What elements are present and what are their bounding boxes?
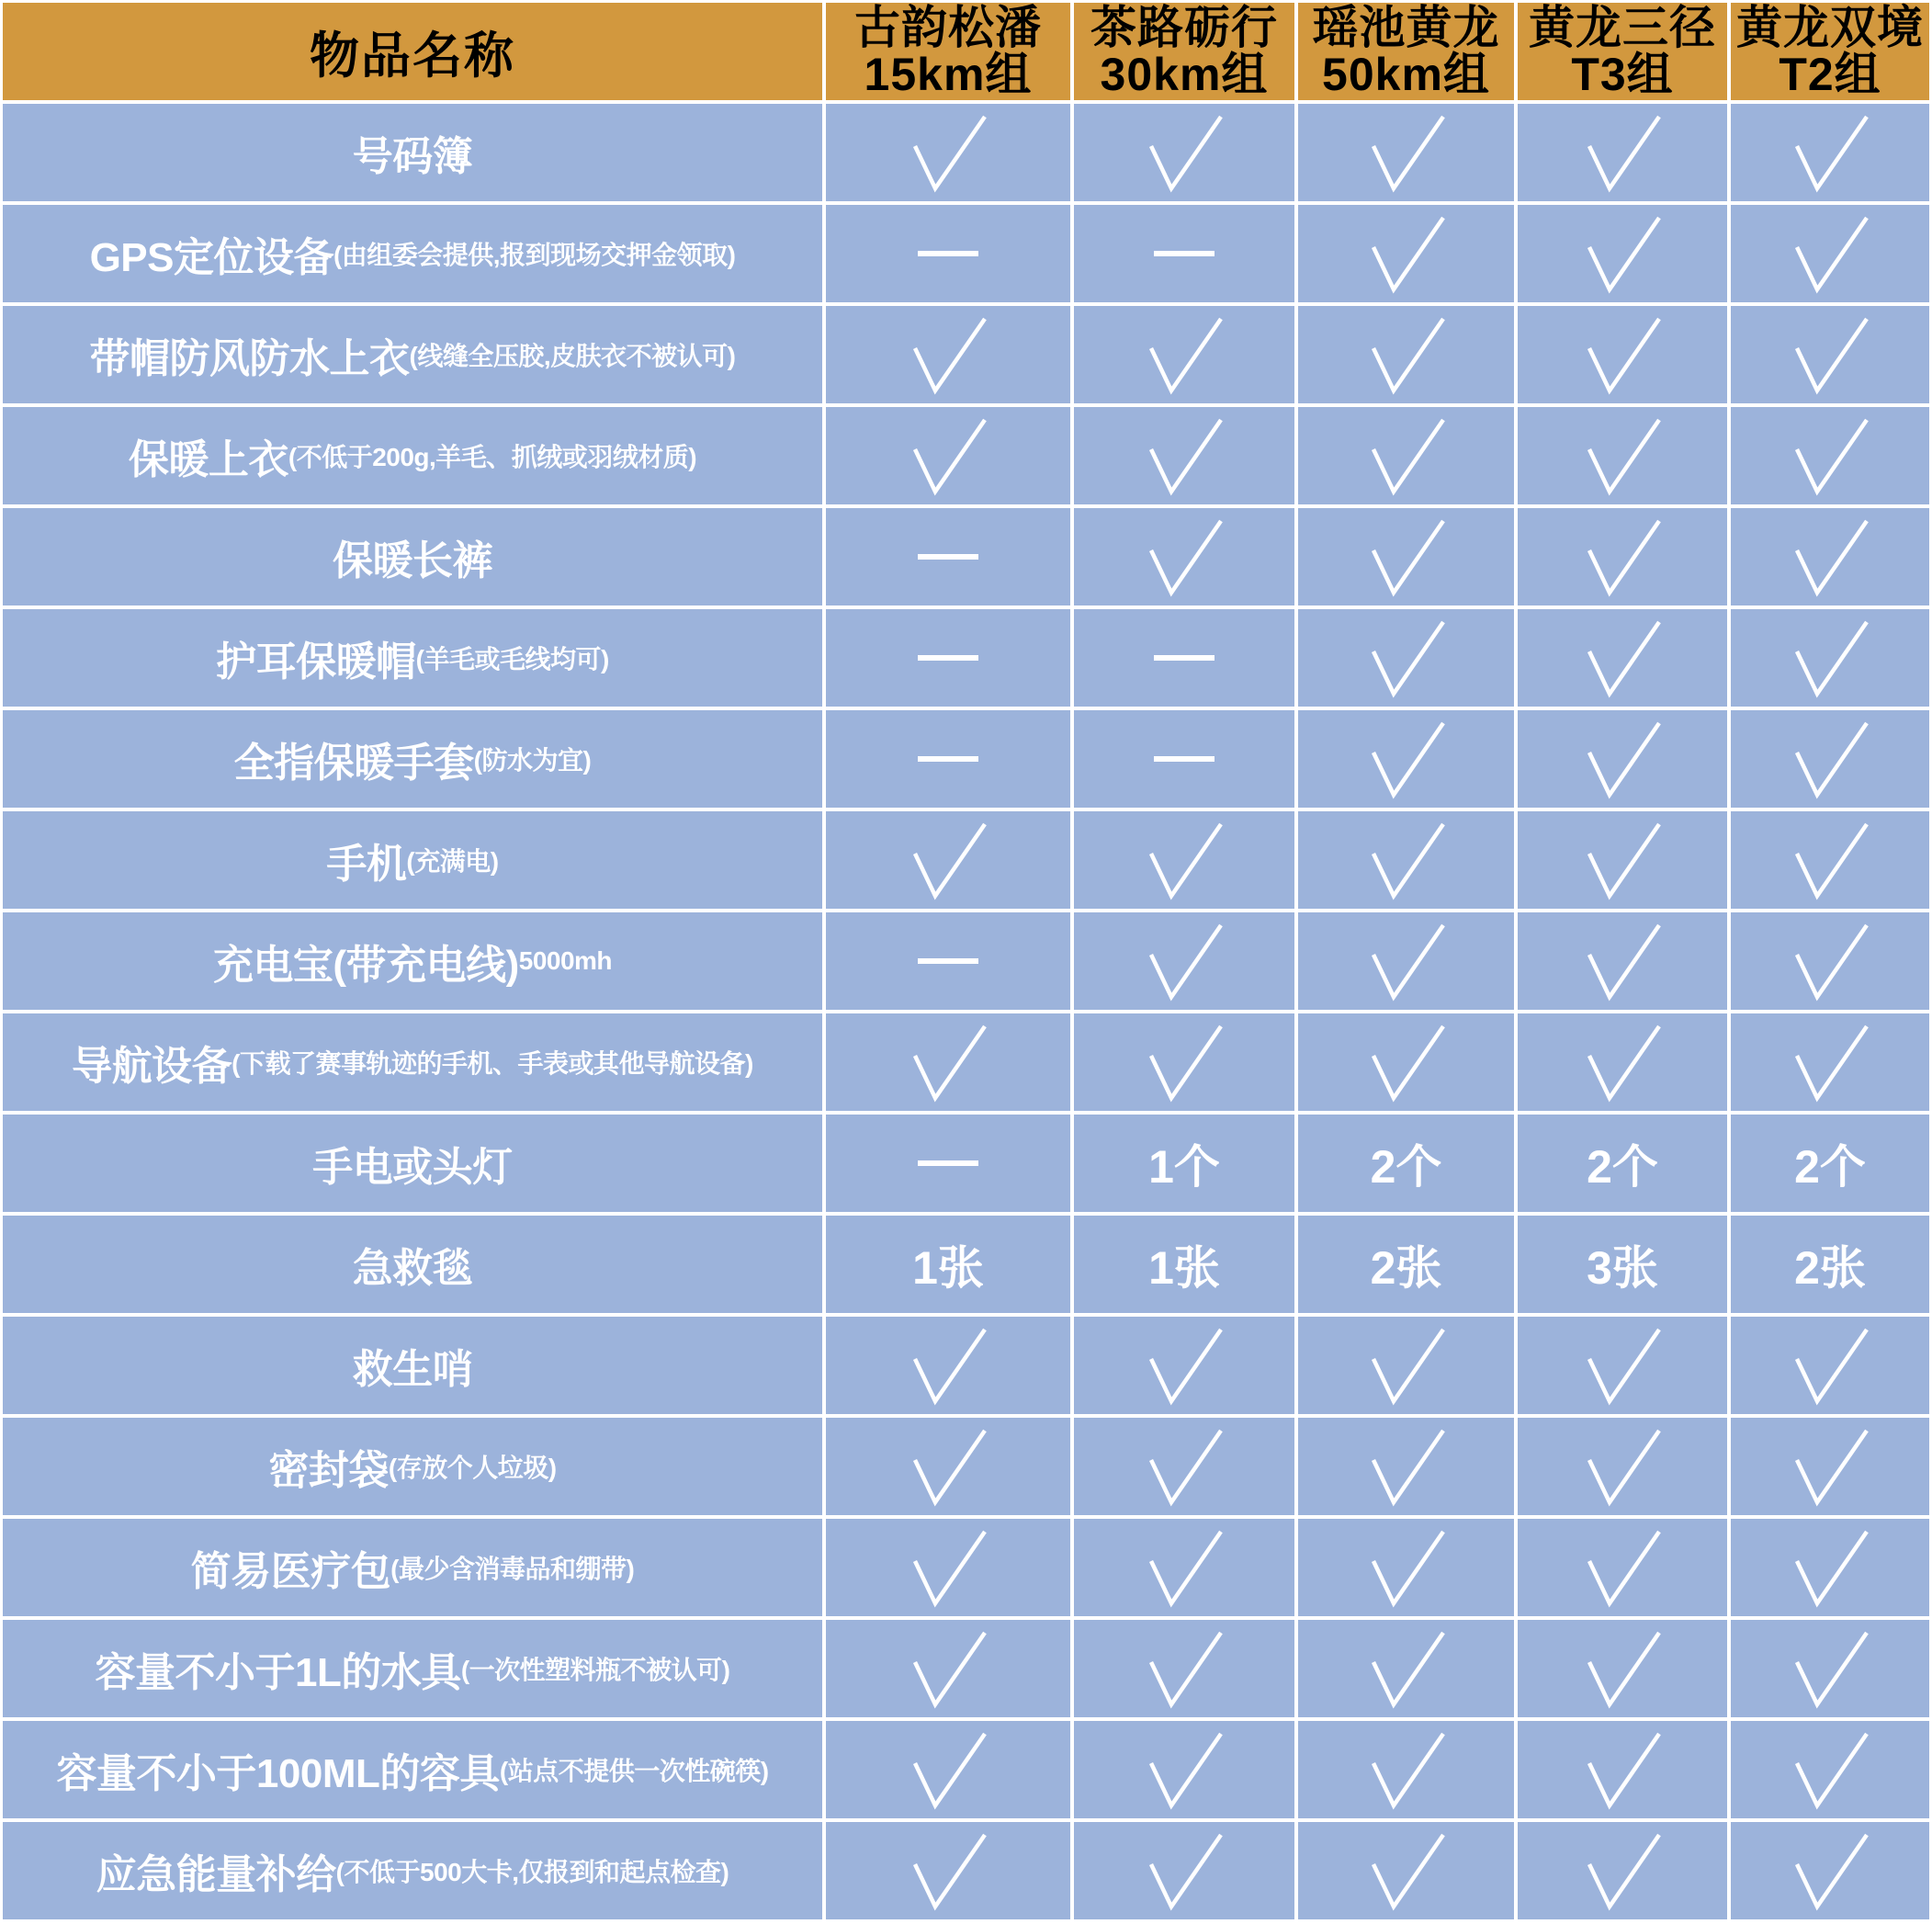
requirement-cell bbox=[826, 407, 1070, 504]
dash-icon bbox=[918, 655, 978, 661]
requirement-cell bbox=[826, 1013, 1070, 1111]
requirement-cell bbox=[1518, 306, 1727, 403]
requirement-cell bbox=[1298, 1216, 1514, 1313]
requirement-cell bbox=[1074, 1013, 1294, 1111]
item-name-cell bbox=[3, 306, 822, 403]
check-icon bbox=[1576, 1828, 1668, 1914]
check-icon bbox=[1576, 514, 1668, 600]
item-name-cell bbox=[3, 811, 822, 909]
item-name-cell bbox=[3, 1822, 822, 1919]
quantity-value: 2个 bbox=[1370, 1141, 1442, 1193]
requirement-cell bbox=[826, 205, 1070, 302]
item-name: GPS定位设备 bbox=[89, 235, 333, 280]
requirement-cell bbox=[1518, 609, 1727, 707]
requirement-cell bbox=[1731, 205, 1929, 302]
check-icon bbox=[1361, 1726, 1452, 1813]
check-icon bbox=[1784, 1726, 1876, 1813]
item-note: (线缝全压胶,皮肤衣不被认可) bbox=[409, 342, 736, 370]
check-icon bbox=[1361, 615, 1452, 701]
check-icon bbox=[1138, 514, 1230, 600]
requirement-cell bbox=[1074, 811, 1294, 909]
check-icon bbox=[902, 1019, 994, 1105]
item-name-cell bbox=[3, 1519, 822, 1616]
requirement-cell bbox=[1298, 609, 1514, 707]
requirement-cell bbox=[826, 1721, 1070, 1818]
header-group-line1: 黄龙双境 bbox=[1736, 3, 1924, 53]
check-icon bbox=[1576, 1625, 1668, 1712]
item-name: 急救毯 bbox=[352, 1246, 473, 1291]
requirement-cell bbox=[1298, 1620, 1514, 1717]
requirement-cell bbox=[1731, 710, 1929, 808]
requirement-cell bbox=[826, 1115, 1070, 1212]
requirement-cell bbox=[1298, 1519, 1514, 1616]
requirement-cell bbox=[1074, 1822, 1294, 1919]
item-name: 保暖长裤 bbox=[333, 538, 492, 583]
check-icon bbox=[1784, 716, 1876, 802]
check-icon bbox=[902, 109, 994, 196]
item-name-cell bbox=[3, 205, 822, 302]
check-icon bbox=[1784, 1322, 1876, 1409]
requirement-cell bbox=[826, 1519, 1070, 1616]
requirement-cell bbox=[1074, 1317, 1294, 1414]
check-icon bbox=[902, 413, 994, 499]
item-note: (不低于200g,羊毛、抓绒或羽绒材质) bbox=[288, 443, 697, 471]
check-icon bbox=[1576, 109, 1668, 196]
requirement-cell bbox=[1518, 1418, 1727, 1515]
check-icon bbox=[1361, 109, 1452, 196]
check-icon bbox=[1361, 817, 1452, 903]
check-icon bbox=[1576, 210, 1668, 297]
item-note: 5000mh bbox=[518, 946, 613, 975]
item-name-cell bbox=[3, 104, 822, 201]
check-icon bbox=[1138, 817, 1230, 903]
check-icon bbox=[902, 1322, 994, 1409]
requirement-cell bbox=[1298, 912, 1514, 1010]
check-icon bbox=[1576, 817, 1668, 903]
requirement-cell bbox=[1074, 1620, 1294, 1717]
quantity-value: 1张 bbox=[912, 1242, 984, 1294]
check-icon bbox=[1784, 1625, 1876, 1712]
requirement-cell bbox=[1298, 1822, 1514, 1919]
check-icon bbox=[902, 1726, 994, 1813]
header-group-t2 bbox=[1731, 3, 1929, 100]
quantity-value: 3张 bbox=[1587, 1242, 1658, 1294]
item-name: 手机 bbox=[326, 842, 407, 887]
check-icon bbox=[1784, 311, 1876, 398]
item-name: 带帽防风防水上衣 bbox=[89, 336, 410, 381]
check-icon bbox=[1361, 918, 1452, 1004]
check-icon bbox=[1138, 1423, 1230, 1510]
item-name-cell bbox=[3, 1013, 822, 1111]
item-name: 救生哨 bbox=[352, 1347, 473, 1392]
check-icon bbox=[1138, 1322, 1230, 1409]
item-name-cell bbox=[3, 407, 822, 504]
requirement-cell bbox=[826, 811, 1070, 909]
item-note: (防水为宜) bbox=[473, 746, 592, 775]
check-icon bbox=[1576, 1726, 1668, 1813]
item-note: (下载了赛事轨迹的手机、手表或其他导航设备) bbox=[232, 1049, 753, 1078]
requirement-cell bbox=[1518, 1721, 1727, 1818]
check-icon bbox=[1361, 1828, 1452, 1914]
check-icon bbox=[1576, 615, 1668, 701]
header-group-line1: 瑶池黄龙 bbox=[1312, 3, 1500, 53]
item-note: (不低于500大卡,仅报到和起点检查) bbox=[335, 1858, 729, 1886]
check-icon bbox=[1576, 918, 1668, 1004]
requirement-cell bbox=[1518, 811, 1727, 909]
requirement-cell bbox=[1298, 1418, 1514, 1515]
check-icon bbox=[1784, 210, 1876, 297]
item-name-cell bbox=[3, 609, 822, 707]
requirement-cell bbox=[1074, 609, 1294, 707]
requirement-cell bbox=[1298, 811, 1514, 909]
requirement-cell bbox=[1518, 1013, 1727, 1111]
check-icon bbox=[1576, 1524, 1668, 1611]
quantity-value: 2张 bbox=[1370, 1242, 1442, 1294]
check-icon bbox=[1576, 1322, 1668, 1409]
item-name: 护耳保暖帽 bbox=[216, 639, 416, 685]
header-group-t3 bbox=[1518, 3, 1727, 100]
header-group-30km bbox=[1074, 3, 1294, 100]
item-name: 容量不小于100ML的容具 bbox=[56, 1751, 500, 1796]
requirement-cell bbox=[1518, 1216, 1727, 1313]
check-icon bbox=[1361, 514, 1452, 600]
requirement-cell bbox=[1074, 912, 1294, 1010]
requirement-cell bbox=[826, 609, 1070, 707]
header-group-50km bbox=[1298, 3, 1514, 100]
requirement-cell bbox=[1298, 306, 1514, 403]
check-icon bbox=[902, 1625, 994, 1712]
quantity-value: 2张 bbox=[1794, 1242, 1866, 1294]
requirement-cell bbox=[1298, 407, 1514, 504]
requirement-cell bbox=[826, 710, 1070, 808]
requirement-cell bbox=[1298, 710, 1514, 808]
dash-icon bbox=[918, 1160, 978, 1166]
requirement-cell bbox=[1731, 1519, 1929, 1616]
item-name-cell bbox=[3, 508, 822, 605]
requirement-cell bbox=[1518, 407, 1727, 504]
item-note: (存放个人垃圾) bbox=[388, 1454, 557, 1482]
requirement-cell bbox=[826, 912, 1070, 1010]
requirement-cell bbox=[1298, 1013, 1514, 1111]
requirement-cell bbox=[1731, 609, 1929, 707]
requirement-cell bbox=[826, 1822, 1070, 1919]
item-name-cell bbox=[3, 1418, 822, 1515]
requirement-cell bbox=[1074, 407, 1294, 504]
check-icon bbox=[1138, 109, 1230, 196]
item-name: 简易医疗包 bbox=[190, 1549, 391, 1594]
dash-icon bbox=[918, 756, 978, 762]
item-name: 充电宝(带充电线) bbox=[212, 943, 519, 988]
check-icon bbox=[1784, 1019, 1876, 1105]
requirement-cell bbox=[1731, 1317, 1929, 1414]
item-note: (站点不提供一次性碗筷) bbox=[499, 1757, 769, 1785]
header-group-line2: 15km组 bbox=[864, 49, 1033, 100]
requirement-cell bbox=[1518, 912, 1727, 1010]
requirement-cell bbox=[1074, 1115, 1294, 1212]
check-icon bbox=[1361, 1019, 1452, 1105]
requirement-cell bbox=[1518, 710, 1727, 808]
check-icon bbox=[1361, 1322, 1452, 1409]
header-group-line2: 50km组 bbox=[1322, 49, 1490, 100]
requirement-cell bbox=[1074, 1519, 1294, 1616]
requirement-cell bbox=[1731, 912, 1929, 1010]
requirement-cell bbox=[1518, 104, 1727, 201]
requirement-cell bbox=[1518, 205, 1727, 302]
quantity-value: 2个 bbox=[1587, 1141, 1658, 1193]
item-note: (羊毛或毛线均可) bbox=[415, 645, 609, 673]
quantity-value: 1个 bbox=[1148, 1141, 1220, 1193]
dash-icon bbox=[1154, 251, 1215, 256]
check-icon bbox=[1576, 413, 1668, 499]
header-group-line1: 黄龙三径 bbox=[1529, 3, 1716, 53]
item-name: 密封袋 bbox=[268, 1448, 389, 1493]
requirement-cell bbox=[826, 104, 1070, 201]
check-icon bbox=[1138, 918, 1230, 1004]
check-icon bbox=[1138, 1625, 1230, 1712]
requirement-cell bbox=[826, 1216, 1070, 1313]
item-name-cell bbox=[3, 912, 822, 1010]
requirement-cell bbox=[826, 1317, 1070, 1414]
check-icon bbox=[902, 1524, 994, 1611]
requirement-cell bbox=[826, 1620, 1070, 1717]
check-icon bbox=[1138, 311, 1230, 398]
check-icon bbox=[1361, 413, 1452, 499]
dash-icon bbox=[1154, 756, 1215, 762]
check-icon bbox=[1784, 918, 1876, 1004]
item-note: (一次性塑料瓶不被认可) bbox=[460, 1656, 730, 1684]
requirement-cell bbox=[1518, 508, 1727, 605]
requirement-cell bbox=[826, 306, 1070, 403]
check-icon bbox=[1361, 210, 1452, 297]
header-group-line2: 30km组 bbox=[1100, 49, 1269, 100]
requirement-cell bbox=[1298, 508, 1514, 605]
check-icon bbox=[1361, 1625, 1452, 1712]
requirement-cell bbox=[1074, 1721, 1294, 1818]
header-group-15km bbox=[826, 3, 1070, 100]
check-icon bbox=[1138, 1828, 1230, 1914]
requirement-cell bbox=[1518, 1317, 1727, 1414]
requirement-cell bbox=[1298, 1115, 1514, 1212]
check-icon bbox=[1784, 1423, 1876, 1510]
quantity-value: 1张 bbox=[1148, 1242, 1220, 1294]
check-icon bbox=[1784, 413, 1876, 499]
check-icon bbox=[1784, 1524, 1876, 1611]
item-name-cell bbox=[3, 1620, 822, 1717]
requirement-cell bbox=[1518, 1620, 1727, 1717]
item-note: (最少含消毒品和绷带) bbox=[390, 1555, 635, 1583]
requirement-cell bbox=[1518, 1822, 1727, 1919]
dash-icon bbox=[918, 958, 978, 964]
check-icon bbox=[1138, 1524, 1230, 1611]
requirement-cell bbox=[1074, 306, 1294, 403]
item-name: 号码簿 bbox=[352, 134, 473, 179]
check-icon bbox=[1784, 1828, 1876, 1914]
requirement-cell bbox=[1731, 104, 1929, 201]
requirement-cell bbox=[1298, 104, 1514, 201]
check-icon bbox=[1784, 615, 1876, 701]
requirement-cell bbox=[1298, 205, 1514, 302]
requirement-cell bbox=[1731, 1115, 1929, 1212]
item-name: 导航设备 bbox=[72, 1044, 232, 1089]
dash-icon bbox=[918, 554, 978, 560]
item-name-cell bbox=[3, 710, 822, 808]
item-name: 全指保暖手套 bbox=[233, 741, 474, 786]
requirement-cell bbox=[1731, 1822, 1929, 1919]
check-icon bbox=[1138, 1726, 1230, 1813]
dash-icon bbox=[1154, 655, 1215, 661]
check-icon bbox=[1576, 1019, 1668, 1105]
check-icon bbox=[1576, 311, 1668, 398]
header-group-line1: 古韵松潘 bbox=[854, 3, 1042, 53]
requirement-cell bbox=[1731, 1013, 1929, 1111]
check-icon bbox=[902, 817, 994, 903]
header-group-line2: T3组 bbox=[1571, 49, 1674, 100]
item-name-cell bbox=[3, 1317, 822, 1414]
requirement-cell bbox=[1731, 811, 1929, 909]
requirement-cell bbox=[1074, 508, 1294, 605]
requirement-cell bbox=[1731, 1721, 1929, 1818]
header-group-line1: 茶路砺行 bbox=[1090, 3, 1278, 53]
check-icon bbox=[1576, 716, 1668, 802]
requirement-cell bbox=[1298, 1721, 1514, 1818]
requirement-cell bbox=[1731, 1216, 1929, 1313]
check-icon bbox=[1784, 109, 1876, 196]
requirement-cell bbox=[1731, 306, 1929, 403]
requirement-cell bbox=[1074, 1418, 1294, 1515]
requirement-cell bbox=[1731, 1418, 1929, 1515]
item-name-cell bbox=[3, 1115, 822, 1212]
header-item-name: 物品名称 bbox=[3, 3, 822, 100]
requirement-cell bbox=[1731, 407, 1929, 504]
item-name: 应急能量补给 bbox=[96, 1852, 336, 1897]
header-group-line2: T2组 bbox=[1779, 49, 1881, 100]
requirement-cell bbox=[1731, 1620, 1929, 1717]
dash-icon bbox=[918, 251, 978, 256]
check-icon bbox=[1784, 514, 1876, 600]
check-icon bbox=[1361, 1524, 1452, 1611]
check-icon bbox=[1138, 1019, 1230, 1105]
check-icon bbox=[1361, 716, 1452, 802]
item-name: 手电或头灯 bbox=[312, 1145, 513, 1190]
requirement-cell bbox=[1298, 1317, 1514, 1414]
requirement-cell bbox=[1518, 1519, 1727, 1616]
item-name-cell bbox=[3, 1216, 822, 1313]
requirement-cell bbox=[826, 508, 1070, 605]
item-name: 容量不小于1L的水具 bbox=[95, 1650, 461, 1695]
item-name-cell bbox=[3, 1721, 822, 1818]
requirement-cell bbox=[1074, 1216, 1294, 1313]
check-icon bbox=[1576, 1423, 1668, 1510]
check-icon bbox=[1138, 413, 1230, 499]
item-note: (由组委会提供,报到现场交押金领取) bbox=[333, 241, 736, 269]
check-icon bbox=[902, 1423, 994, 1510]
item-name: 保暖上衣 bbox=[128, 437, 288, 482]
requirement-cell bbox=[826, 1418, 1070, 1515]
quantity-value: 2个 bbox=[1794, 1141, 1866, 1193]
requirement-cell bbox=[1074, 205, 1294, 302]
requirement-cell bbox=[1518, 1115, 1727, 1212]
check-icon bbox=[1361, 311, 1452, 398]
requirement-cell bbox=[1074, 710, 1294, 808]
check-icon bbox=[1784, 817, 1876, 903]
item-note: (充满电) bbox=[406, 847, 499, 876]
check-icon bbox=[902, 1828, 994, 1914]
check-icon bbox=[902, 311, 994, 398]
check-icon bbox=[1361, 1423, 1452, 1510]
requirement-cell bbox=[1731, 508, 1929, 605]
requirement-cell bbox=[1074, 104, 1294, 201]
